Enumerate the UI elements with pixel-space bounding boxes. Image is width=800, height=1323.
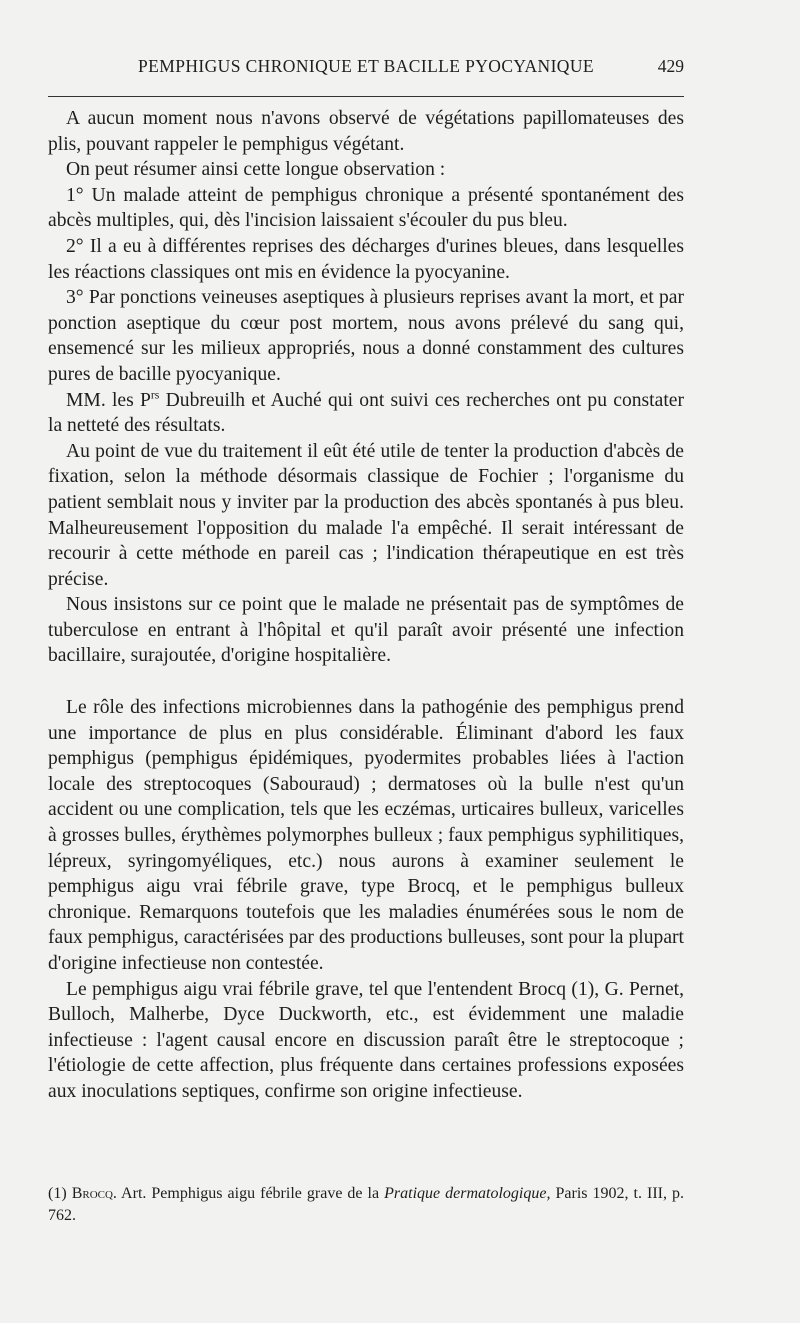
paragraph: On peut résumer ainsi cette longue observation : bbox=[66, 159, 446, 181]
running-title: PEMPHIGUS CHRONIQUE ET BACILLE PYOCYANIQUE bbox=[138, 56, 594, 76]
body-text bbox=[48, 106, 684, 1105]
paragraph: 1° Un malade atteint de pemphigus chronique a présenté spontanément des abcès multiples, qui, dès l'incision laissaient s'écouler du pus bleu. bbox=[48, 184, 684, 232]
footnote-text-span: Paris 1902, t. III, p. 762. bbox=[48, 1185, 685, 1224]
paragraph: 2° Il a eu à différentes reprises des décharges d'urines bleues, dans lesquelles les réactions classiques ont mis en évidence la pyocyanine. bbox=[48, 235, 684, 283]
paragraph: 3° Par ponctions veineuses aseptiques à plusieurs reprises avant la mort, et par ponction aseptique du cœur post mortem, nous avons prélevé du sang qui, ensemencé sur les milieux appropriés, nous a donné constamment des cultures pures de bacille pyocyanique. bbox=[48, 287, 684, 385]
page-header bbox=[48, 56, 684, 86]
footnote-text-span: . Art. Pemphigus aigu fébrile grave de la bbox=[112, 1185, 385, 1202]
paragraph: Le pemphigus aigu vrai fébrile grave, tel que l'entendent Brocq (1), G. Pernet, Bulloch, Malherbe, Dyce Duckworth, etc., est évidemment une maladie infectieuse : l'agent causal encore en discussion paraît être le streptocoque ; l'étiologie de cette affection, plus fréquente dans certaines professions exposées aux inoculations septiques, confirme son origine infectieuse. bbox=[48, 978, 684, 1102]
paragraph: Le rôle des infections microbiennes dans la pathogénie des pemphigus prend une importance de plus en plus considérable. Éliminant d'abord les faux pemphigus (pemphigus épidémiques, pyodermites probables liées à l'action locale des streptocoques (Sabouraud) ; dermatoses où la bulle n'est qu'un accident ou une complication, tels que les eczémas, urticaires bulleux, varicelles à grosses bulles, érythèmes polymorphes bulleux ; faux pemphigus syphilitiques, lépreux, syringomyéliques, etc.) nous aurons à examiner seulement le pemphigus aigu vrai fébrile grave, type Brocq, et le pemphigus bulleux chronique. Remarquons toutefois que les maladies énumérées sous le nom de faux pemphigus, caractérisées par des productions bulleuses, sont pour la plupart d'origine infectieuse non contestée. bbox=[48, 697, 684, 974]
footnote-marker: (1) bbox=[48, 1185, 72, 1202]
footnote bbox=[48, 1183, 684, 1226]
footnote-text bbox=[48, 1183, 684, 1226]
header-rule bbox=[48, 96, 684, 97]
superscript: rs bbox=[150, 388, 160, 401]
footnote-work-title: Pratique dermatologique, bbox=[384, 1185, 551, 1202]
text-span: Dubreuilh et Auché qui ont suivi ces recherches ont pu constater la netteté des résultats. bbox=[48, 389, 684, 437]
footnote-author: Brocq bbox=[71, 1185, 113, 1202]
paragraph: Au point de vue du traitement il eût été utile de tenter la production d'abcès de fixation, selon la méthode désormais classique de Fochier ; l'organisme du patient semblait nous y inviter par la production des abcès spontanés à pus bleu. Malheureusement l'opposition du malade l'a empêché. Il serait intéressant de recourir à cette méthode en pareil cas ; l'indication thérapeutique en est très précise. bbox=[48, 440, 684, 590]
paragraph bbox=[48, 388, 684, 439]
text-span: MM. les P bbox=[66, 389, 151, 411]
page-number: 429 bbox=[657, 56, 684, 76]
paragraph: Nous insistons sur ce point que le malade ne présentait pas de symptômes de tuberculose en entrant à l'hôpital et qu'il paraît avoir présenté une infection bacillaire, surajoutée, d'origine hospitalière. bbox=[48, 594, 684, 667]
paragraph: A aucun moment nous n'avons observé de végétations papillomateuses des plis, pouvant rappeler le pemphigus végétant. bbox=[48, 108, 684, 155]
